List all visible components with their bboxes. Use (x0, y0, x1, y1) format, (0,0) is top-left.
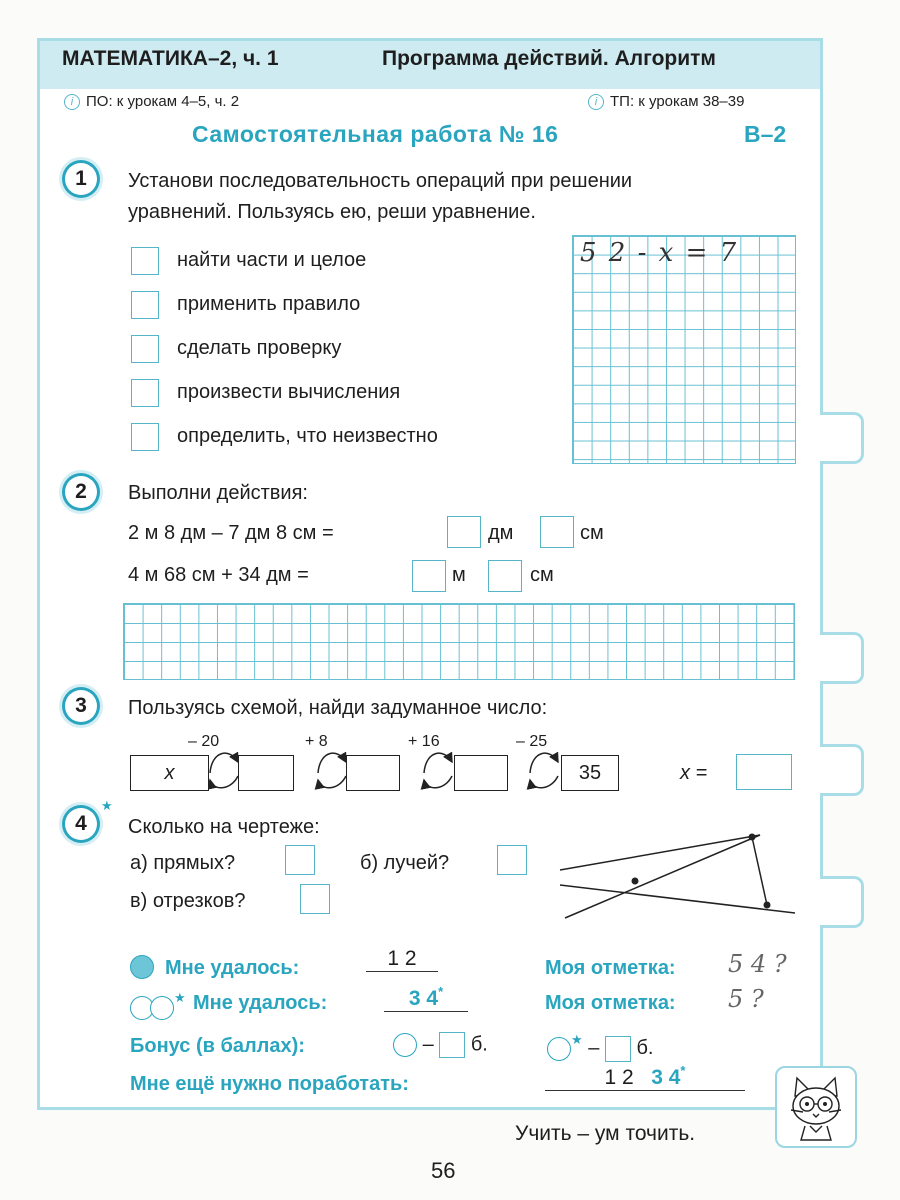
answer-box-dm[interactable] (447, 516, 481, 548)
work-nums (545, 1063, 745, 1091)
task3-text: Пользуясь схемой, найди задуманное число: (128, 697, 548, 719)
mark-hand-1: 5 4 ? (728, 950, 787, 978)
task1-text-line2: уравнений. Пользуясь ею, реши уравнение. (128, 201, 536, 223)
task-number-3: 3 (62, 687, 100, 725)
option-4: произвести вычисления (177, 381, 401, 403)
answer-box-cm-2[interactable] (488, 560, 522, 592)
info-tp-text: ТП: к урокам 38–39 (610, 93, 745, 110)
info-po (64, 93, 239, 110)
info-po-text: ПО: к урокам 4–5, ч. 2 (86, 93, 240, 110)
task-number-1: 1 (62, 160, 100, 198)
work-label: Мне ещё нужно поработать: (130, 1073, 409, 1095)
header-subject: МАТЕМАТИКА–2, ч. 1 (62, 47, 279, 70)
answer-box-cm[interactable] (540, 516, 574, 548)
order-box-4[interactable] (131, 379, 159, 407)
unit-cm: см (580, 522, 604, 544)
option-2: применить правило (177, 293, 361, 315)
order-box-1[interactable] (131, 247, 159, 275)
task-number-2: 2 (62, 473, 100, 511)
bonus-dash: – (422, 1033, 434, 1056)
scheme-box-3[interactable] (346, 755, 400, 791)
achieved-nums-2-text: 3 4 (408, 987, 439, 1010)
task4-a: а) прямых? (130, 852, 236, 874)
task4-c: в) отрезков? (130, 890, 246, 912)
info-tp (588, 93, 744, 110)
scheme-box-2[interactable] (238, 755, 294, 791)
answer-box-segments[interactable] (300, 884, 330, 914)
mark-hand-2: 5 ? (728, 985, 764, 1013)
ring-icon (547, 1037, 571, 1061)
option-5: определить, что неизвестно (177, 425, 438, 447)
cat-mascot-icon (777, 1068, 855, 1146)
side-tab (820, 744, 864, 796)
side-tab (820, 876, 864, 928)
achieved-nums-1: 1 2 (366, 947, 438, 972)
bonus-unit: б. (636, 1037, 654, 1059)
bonus-box-2[interactable] (605, 1036, 631, 1062)
progress-row-1 (130, 955, 154, 979)
order-box-2[interactable] (131, 291, 159, 319)
page-number: 56 (431, 1158, 456, 1183)
scheme-end-box: 35 (561, 755, 619, 791)
bonus-group-2 (547, 1032, 653, 1062)
op-2: + 8 (305, 733, 328, 750)
bonus-box-1[interactable] (439, 1032, 465, 1058)
star-icon: ★ (101, 798, 113, 813)
achieved-label-1: Мне удалось: (165, 957, 300, 979)
ring-icon (150, 996, 174, 1020)
star-icon: ★ (571, 1032, 583, 1047)
answer-x-box[interactable] (736, 754, 792, 790)
geometry-drawing (555, 825, 805, 920)
ring-icon (393, 1033, 417, 1057)
star-mark: * (438, 984, 444, 999)
scheme-box-4[interactable] (454, 755, 508, 791)
unit-dm: дм (488, 522, 514, 544)
task4-text: Сколько на чертеже: (128, 816, 320, 838)
mascot-frame (775, 1066, 857, 1148)
unit-cm-2: см (530, 564, 554, 586)
progress-row-2 (130, 990, 186, 1020)
proverb: Учить – ум точить. (515, 1122, 696, 1145)
achieved-nums-2 (384, 984, 468, 1012)
solution-grid-2[interactable] (123, 603, 795, 680)
bonus-unit: б. (470, 1033, 488, 1056)
op-3: + 16 (408, 733, 440, 750)
task4-b: б) лучей? (360, 852, 450, 874)
mark-label-1: Моя отметка: (545, 957, 676, 979)
scheme-start-box: x (130, 755, 209, 791)
info-icon: i (64, 94, 80, 110)
unit-m: м (452, 564, 466, 586)
info-icon: i (588, 94, 604, 110)
handwritten-equation: 5 2 - x = 7 (580, 238, 739, 268)
option-1: найти части и целое (177, 249, 367, 271)
mark-label-2: Моя отметка: (545, 992, 676, 1014)
side-tab (820, 632, 864, 684)
op-4: – 25 (516, 733, 548, 750)
order-box-3[interactable] (131, 335, 159, 363)
option-3: сделать проверку (177, 337, 342, 359)
page-title: Самостоятельная работа № 16 (192, 121, 559, 147)
variant-label: В–2 (744, 121, 787, 147)
achieved-label-2: Мне удалось: (193, 992, 328, 1014)
answer-box-m[interactable] (412, 560, 446, 592)
answer-x-label: x = (680, 762, 708, 784)
op-1: – 20 (188, 733, 220, 750)
task2-text: Выполни действия: (128, 482, 308, 504)
bonus-group-1 (393, 1032, 488, 1058)
filled-circle-icon (130, 955, 154, 979)
side-tab (820, 412, 864, 464)
task2-expr-2: 4 м 68 см + 34 дм = (128, 564, 309, 586)
answer-box-rays[interactable] (497, 845, 527, 875)
task1-text-line1: Установи последовательность операций при решении (128, 170, 633, 192)
answer-box-lines[interactable] (285, 845, 315, 875)
task2-expr-1: 2 м 8 дм – 7 дм 8 см = (128, 522, 334, 544)
work-nums-blue: 3 4 (651, 1066, 681, 1089)
solution-grid-1[interactable] (572, 235, 796, 464)
work-nums-plain: 1 2 (604, 1066, 634, 1089)
header-topic: Программа действий. Алгоритм (382, 47, 716, 70)
star-mark: * (680, 1063, 686, 1078)
bonus-dash: – (588, 1037, 600, 1059)
star-icon: ★ (174, 990, 186, 1005)
task-number-4: 4 (62, 805, 100, 843)
order-box-5[interactable] (131, 423, 159, 451)
bonus-label: Бонус (в баллах): (130, 1035, 305, 1057)
